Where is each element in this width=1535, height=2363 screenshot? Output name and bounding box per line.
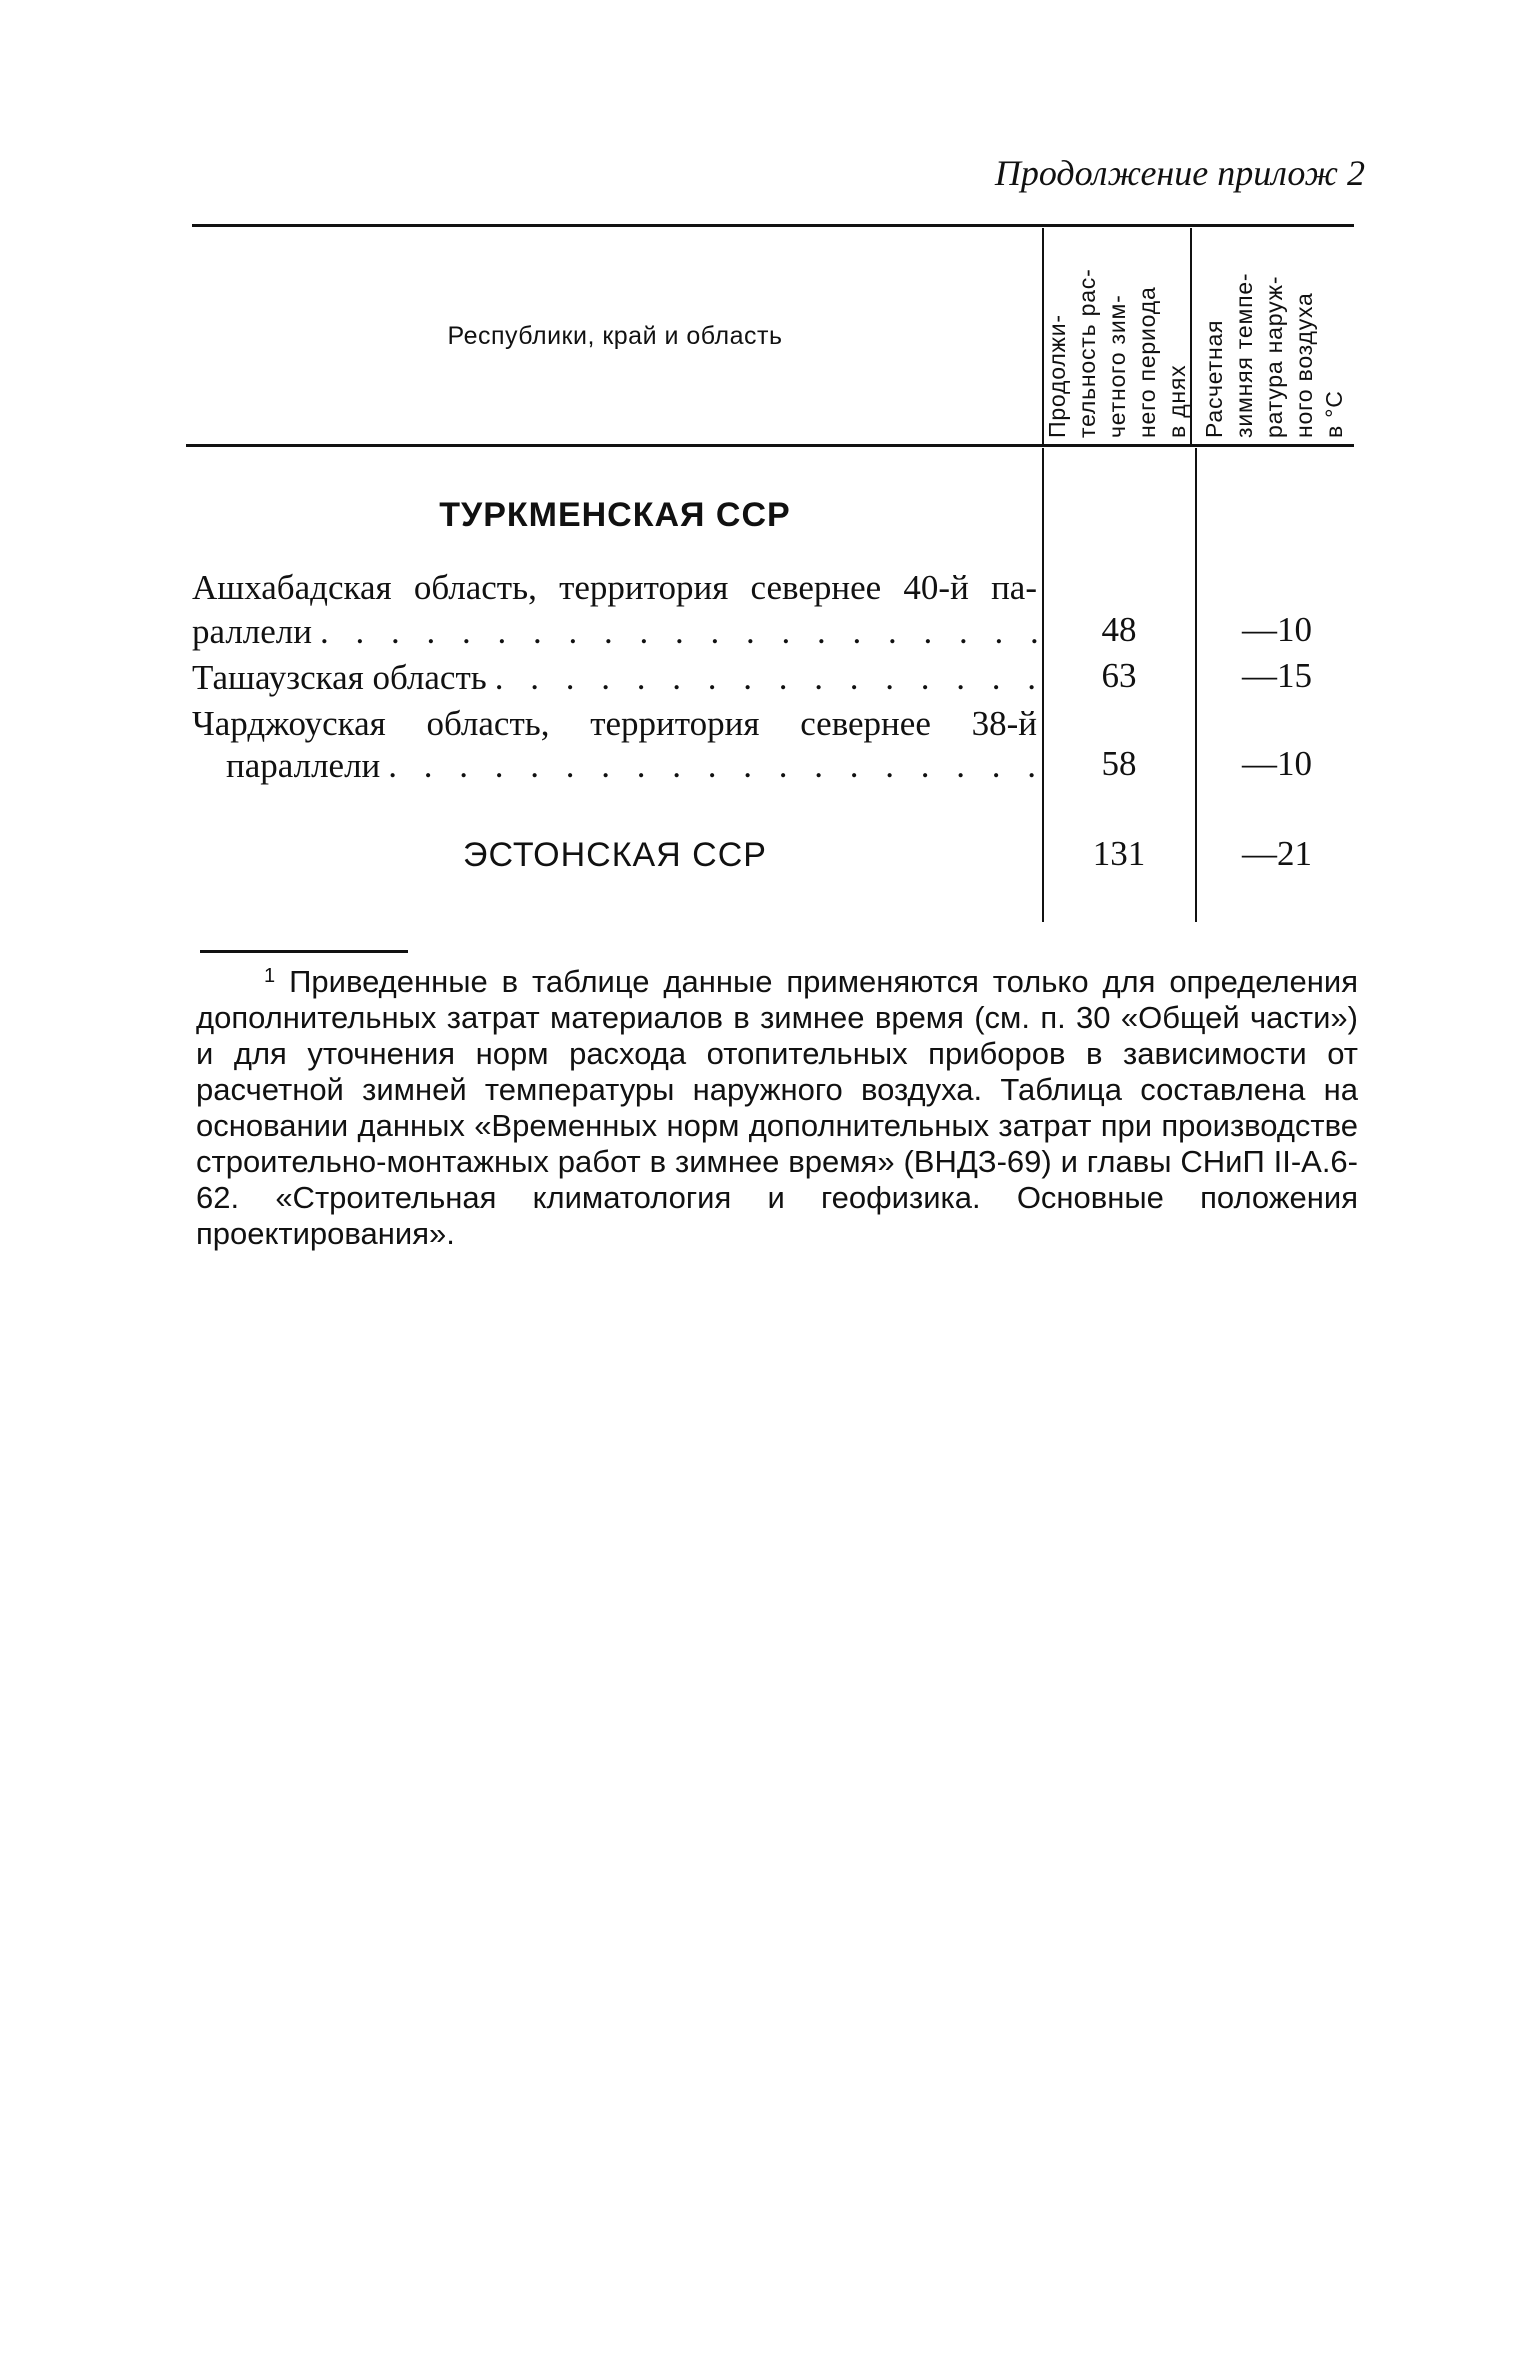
header-line: зимняя темпе- bbox=[1231, 272, 1257, 438]
row-label: раллели bbox=[192, 612, 313, 651]
column-divider bbox=[1042, 448, 1044, 922]
table-top-rule bbox=[192, 224, 1354, 227]
table-row bbox=[226, 744, 1037, 788]
column-header-region: Республики, край и область bbox=[447, 322, 783, 350]
temperature-value: —15 bbox=[1242, 656, 1312, 695]
table-row bbox=[192, 566, 1037, 610]
footnote-mark: 1 bbox=[264, 965, 276, 987]
row-label: Ташаузская область bbox=[192, 658, 487, 697]
temperature-value: —10 bbox=[1242, 744, 1312, 783]
footnote-text: Приведенные в таблице данные применяются только для определения дополнительных затрат материалов в зимнее время (см. п. 30 «Общей части») и для уточнения норм расхода отопительных приборов в зависимости от расчетной зимней температуры наружного воздуха. Таблица составлена на основании данных «Временных норм дополнительных затрат при производстве строительно-монтажных работ в зимнее время» (ВНДЗ-69) и главы СНиП II-А.6-62. «Строительная климатология и геофизика. Основные положения проектирования». bbox=[196, 964, 1358, 1251]
header-line: в днях bbox=[1164, 364, 1190, 438]
table-row bbox=[192, 702, 1037, 746]
footnote-rule bbox=[200, 950, 408, 953]
header-line: Продолжи- bbox=[1044, 314, 1070, 438]
column-header-temperature bbox=[1194, 228, 1354, 442]
temperature-value: —10 bbox=[1242, 610, 1312, 649]
row-label: Ашхабадская область, территория севернее 40-й па- bbox=[192, 568, 1037, 607]
temperature-value: —21 bbox=[1242, 834, 1312, 873]
section-title-estonian: ЭСТОНСКАЯ ССР bbox=[463, 836, 767, 874]
duration-value: 131 bbox=[1092, 834, 1146, 873]
section-title-turkmen: ТУРКМЕНСКАЯ ССР bbox=[439, 496, 791, 534]
running-header: Продолжение прилож 2 bbox=[994, 153, 1365, 193]
header-line: ного воздуха bbox=[1291, 292, 1317, 438]
duration-value: 58 bbox=[1101, 744, 1137, 783]
table-header-bottom-rule bbox=[186, 444, 1354, 447]
duration-value: 48 bbox=[1101, 610, 1137, 649]
header-line: в °С bbox=[1321, 390, 1347, 438]
column-header-duration bbox=[1046, 228, 1188, 442]
header-line: Расчетная bbox=[1201, 319, 1227, 438]
row-label: параллели bbox=[226, 746, 381, 785]
leader-dots bbox=[320, 610, 1037, 654]
header-line: него периода bbox=[1134, 286, 1160, 438]
footnote bbox=[196, 958, 1358, 1252]
leader-dots bbox=[388, 744, 1037, 788]
header-line: тельность рас- bbox=[1074, 268, 1100, 438]
header-line: четного зим- bbox=[1104, 294, 1130, 438]
table-row bbox=[192, 610, 1037, 654]
row-label: Чарджоуская область, территория севернее 38-й bbox=[192, 704, 1037, 743]
leader-dots bbox=[495, 656, 1037, 700]
table-row bbox=[192, 656, 1037, 700]
header-line: ратура наруж- bbox=[1261, 275, 1287, 438]
duration-value: 63 bbox=[1101, 656, 1137, 695]
